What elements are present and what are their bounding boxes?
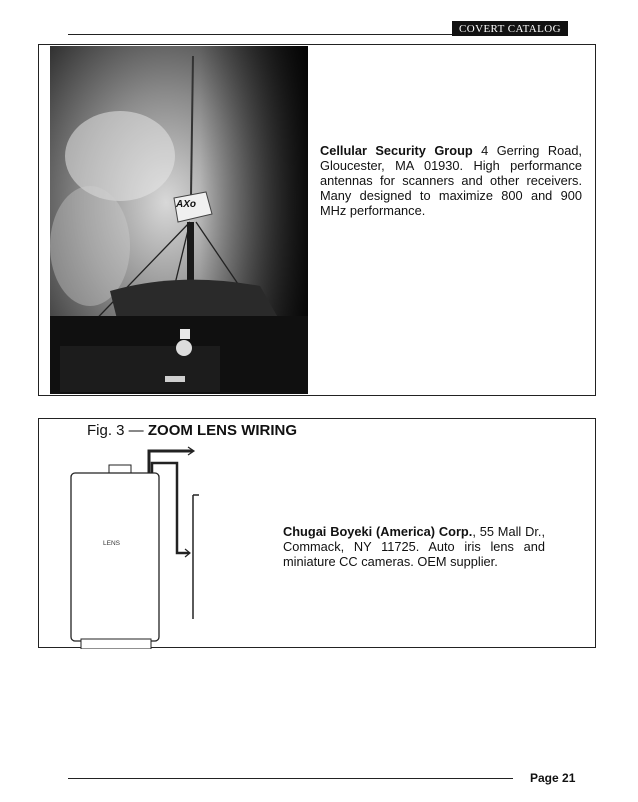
- figure-caption: ZOOM LENS WIRING: [147, 422, 298, 439]
- page-number: Page 21: [530, 771, 576, 785]
- antenna-label-text: AXo: [176, 199, 196, 210]
- zoom-lens-wiring-diagram: [69, 443, 219, 649]
- listing-box-2: [38, 418, 596, 648]
- company-name: Chugai Boyeki (America) Corp.: [283, 524, 473, 539]
- catalog-badge: COVERT CATALOG: [452, 21, 568, 36]
- figure-title: [87, 422, 297, 439]
- header-rule: [68, 34, 452, 35]
- antenna-photo: [50, 46, 308, 394]
- lens-label: LENS: [103, 540, 120, 547]
- listing-entry-2: [283, 524, 545, 569]
- company-details: , 55 Mall Dr., Commack, NY 11725. Auto iris lens and miniature CC cameras. OEM supplier.: [283, 524, 546, 569]
- listing-entry-1: [320, 143, 582, 218]
- antenna-photo-image: [50, 46, 308, 394]
- footer-rule: [68, 778, 513, 779]
- figure-prefix: Fig. 3 —: [87, 422, 144, 439]
- company-name: Cellular Security Group: [320, 143, 473, 158]
- listing-box-1: [38, 44, 596, 396]
- company-details: 4 Gerring Road, Gloucester, MA 01930. High performance antennas for scanners and other receivers. Many designed to maximize 800 and 900 MHz performance.: [320, 143, 582, 218]
